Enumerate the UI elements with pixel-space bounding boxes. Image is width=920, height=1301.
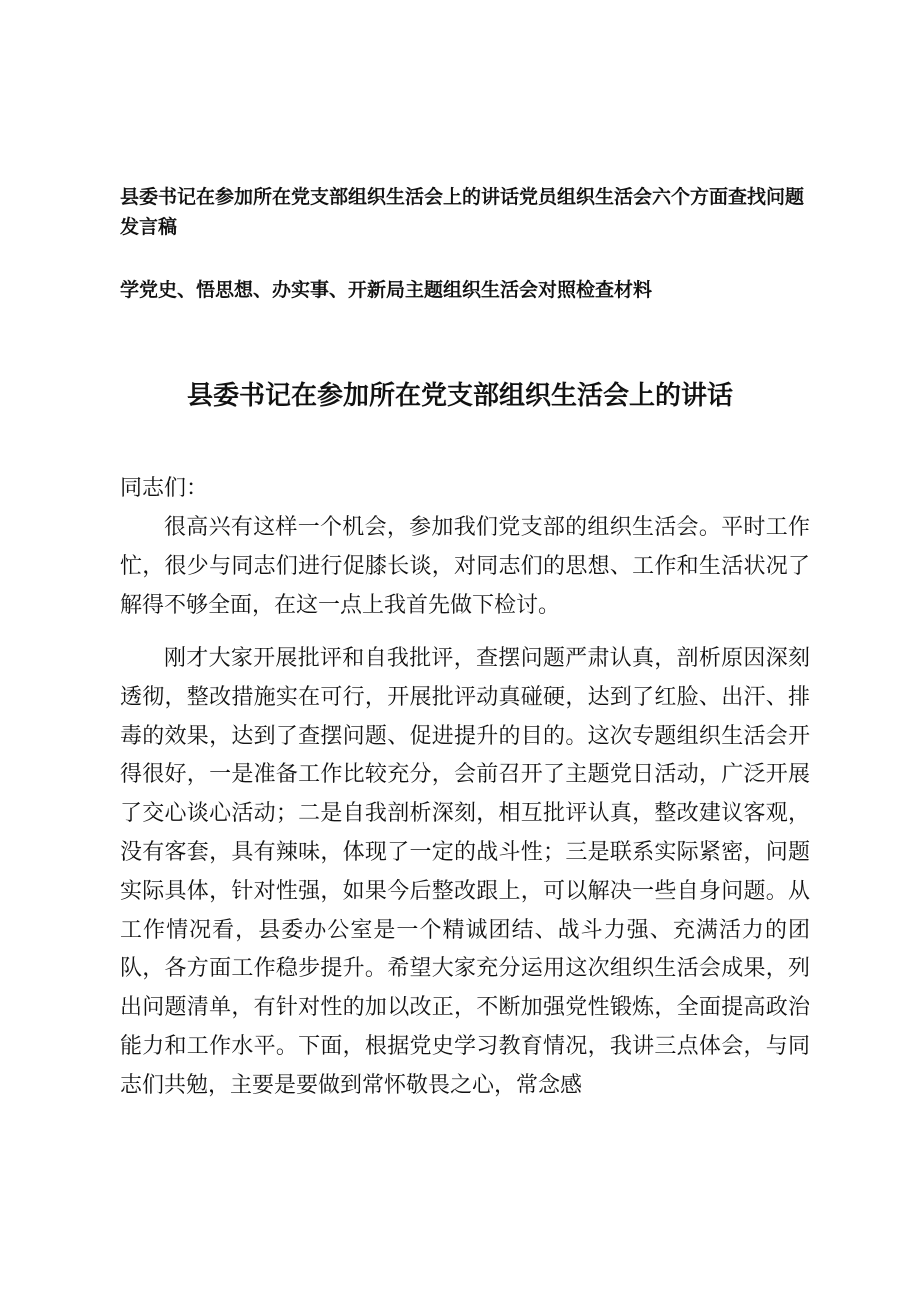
toc-item-2: 学党史、悟思想、办实事、开新局主题组织生活会对照检查材料 bbox=[120, 279, 653, 301]
document-title: 县委书记在参加所在党支部组织生活会上的讲话 bbox=[186, 381, 733, 411]
paragraph-1: 很高兴有这样一个机会，参加我们党支部的组织生活会。平时工作忙，很少与同志们进行促膝长谈，对同志们的思想、工作和生活状况了解得不够全面，在这一点上我首先做下检讨。 bbox=[120, 515, 810, 618]
salutation: 同志们： bbox=[120, 476, 209, 501]
toc-item-1: 县委书记在参加所在党支部组织生活会上的讲话党员组织生活会六个方面查找问题发言稿 bbox=[120, 186, 805, 238]
paragraph-2: 刚才大家开展批评和自我批评，查摆问题严肃认真，剖析原因深刻透彻，整改措施实在可行，开展批评动真碰硬，达到了红脸、出汗、排毒的效果，达到了查摆问题、促进提升的目的。这次专题组织生活会开得很好，一是准备工作比较充分，会前召开了主题党日活动，广泛开展了交心谈心活动；二是自我剖析深刻，相互批评认真，整改建议客观，没有客套，具有辣味，体现了一定的战斗性；三是联系实际紧密，问题实际具体，针对性强，如果今后整改跟上，可以解决一些自身问题。从工作情况看，县委办公室是一个精诚团结、战斗力强、充满活力的团队，各方面工作稳步提升。希望大家充分运用这次组织生活会成果，列出问题清单，有针对性的加以改正，不断加强党性锻炼，全面提高政治能力和工作水平。下面，根据党史学习教育情况，我讲三点体会，与同志们共勉，主要是要做到常怀敬畏之心，常念感 bbox=[120, 646, 810, 1098]
